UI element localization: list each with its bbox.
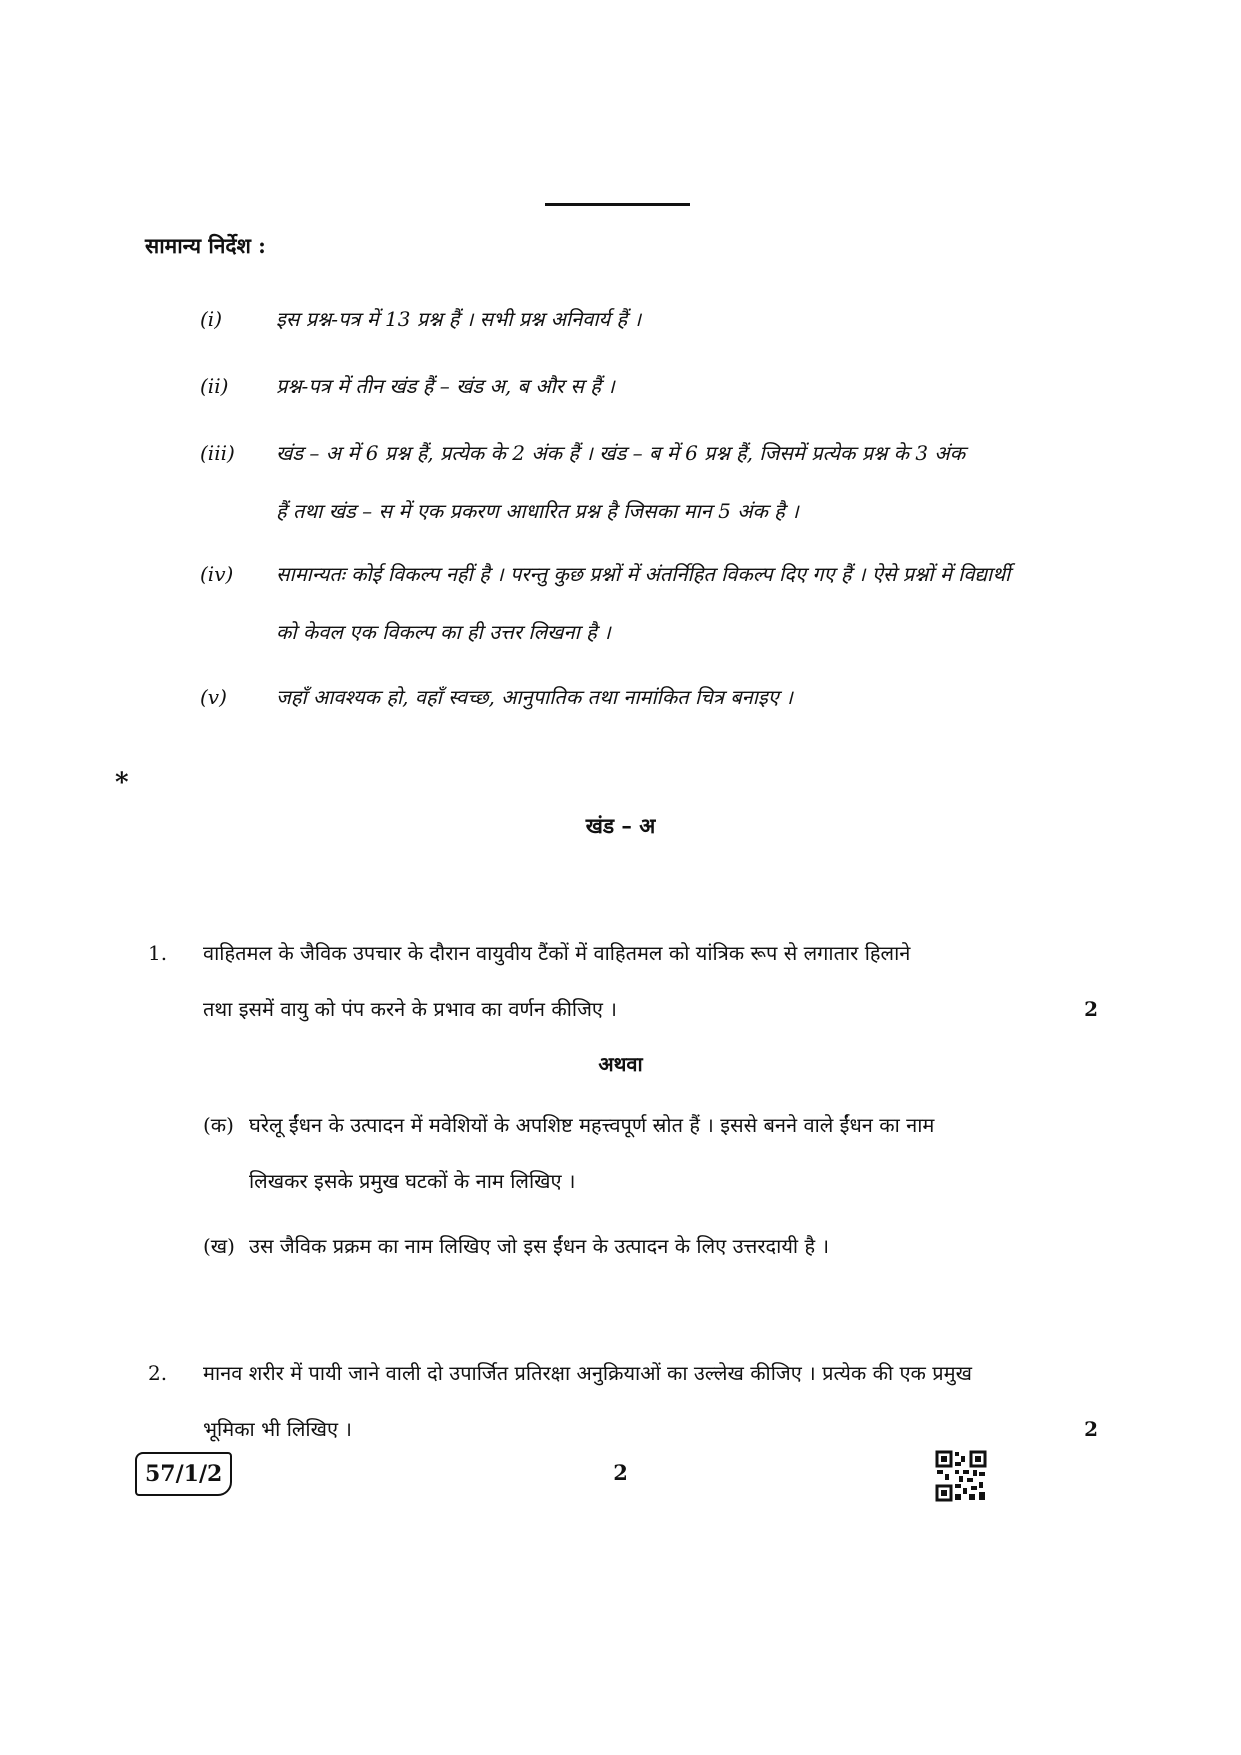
paper-code: 57/1/2 xyxy=(135,1452,232,1496)
instruction-3 xyxy=(200,424,1100,540)
instruction-line: सामान्यतः कोई विकल्प नहीं है । परन्तु कुछ प्रश्नों में अंतर्निहित विकल्प दिए गए हैं । ऐसे प्रश्नों में विद्यार्थी xyxy=(276,562,1011,586)
general-instructions-heading: सामान्य निर्देश : xyxy=(145,233,266,258)
section-title: खंड – अ xyxy=(585,813,656,838)
question-2 xyxy=(148,1345,1098,1457)
question-number: 2. xyxy=(148,1361,168,1385)
instruction-line: इस प्रश्न-पत्र में 13 प्रश्न हैं । सभी प्रश्न अनिवार्य हैं । xyxy=(276,307,642,331)
question-line: तथा इसमें वायु को पंप करने के प्रभाव का वर्णन कीजिए । xyxy=(203,997,617,1021)
question-number: 1. xyxy=(148,941,168,965)
instruction-number: (v) xyxy=(200,685,227,709)
instruction-4 xyxy=(200,545,1100,661)
subquestion-kha xyxy=(203,1218,1083,1274)
instruction-line: जहाँ आवश्यक हो, वहाँ स्वच्छ, आनुपातिक तथा नामांकित चित्र बनाइए । xyxy=(276,685,793,709)
instruction-5 xyxy=(200,668,1100,726)
subquestion-ka xyxy=(203,1097,1083,1209)
question-line: भूमिका भी लिखिए । xyxy=(203,1417,352,1441)
instruction-number: (ii) xyxy=(200,374,229,398)
subquestion-label: (क) xyxy=(203,1113,234,1137)
instruction-line: हैं तथा खंड – स में एक प्रकरण आधारित प्रश्न है जिसका मान 5 अंक है । xyxy=(276,499,799,523)
subquestion-line: उस जैविक प्रक्रम का नाम लिखिए जो इस ईंधन के उत्पादन के लिए उत्तरदायी है । xyxy=(249,1234,830,1258)
question-line: मानव शरीर में पायी जाने वाली दो उपार्जित प्रतिरक्षा अनुक्रियाओं का उल्लेख कीजिए । प्रत्येक की एक प्रमुख xyxy=(203,1361,972,1385)
question-1 xyxy=(148,925,1098,1037)
instruction-2 xyxy=(200,357,1100,415)
instruction-line: को केवल एक विकल्प का ही उत्तर लिखना है । xyxy=(276,620,611,644)
subquestion-label: (ख) xyxy=(203,1234,235,1258)
instruction-number: (iv) xyxy=(200,562,234,586)
instruction-number: (iii) xyxy=(200,441,235,465)
qr-code-icon xyxy=(935,1450,987,1502)
question-marks: 2 xyxy=(1084,997,1098,1021)
instruction-line: प्रश्न-पत्र में तीन खंड हैं – खंड अ, ब और स हैं । xyxy=(276,374,615,398)
question-marks: 2 xyxy=(1084,1417,1098,1441)
subquestion-line: घरेलू ईंधन के उत्पादन में मवेशियों के अपशिष्ट महत्त्वपूर्ण स्रोत हैं । इससे बनने वाले ईंधन का नाम xyxy=(249,1113,935,1137)
page-number: 2 xyxy=(613,1460,628,1485)
instruction-1 xyxy=(200,290,1100,348)
instruction-line: खंड – अ में 6 प्रश्न हैं, प्रत्येक के 2 अंक हैं । खंड – ब में 6 प्रश्न हैं, जिसमें प्रत्येक प्रश्न के 3 अंक xyxy=(276,441,966,465)
top-rule xyxy=(545,203,690,206)
instruction-number: (i) xyxy=(200,307,223,331)
question-line: वाहितमल के जैविक उपचार के दौरान वायुवीय टैंकों में वाहितमल को यांत्रिक रूप से लगातार हिलाने xyxy=(203,941,911,965)
subquestion-line: लिखकर इसके प्रमुख घटकों के नाम लिखिए । xyxy=(249,1169,576,1193)
star-mark: * xyxy=(115,768,129,798)
or-label: अथवा xyxy=(598,1052,643,1076)
